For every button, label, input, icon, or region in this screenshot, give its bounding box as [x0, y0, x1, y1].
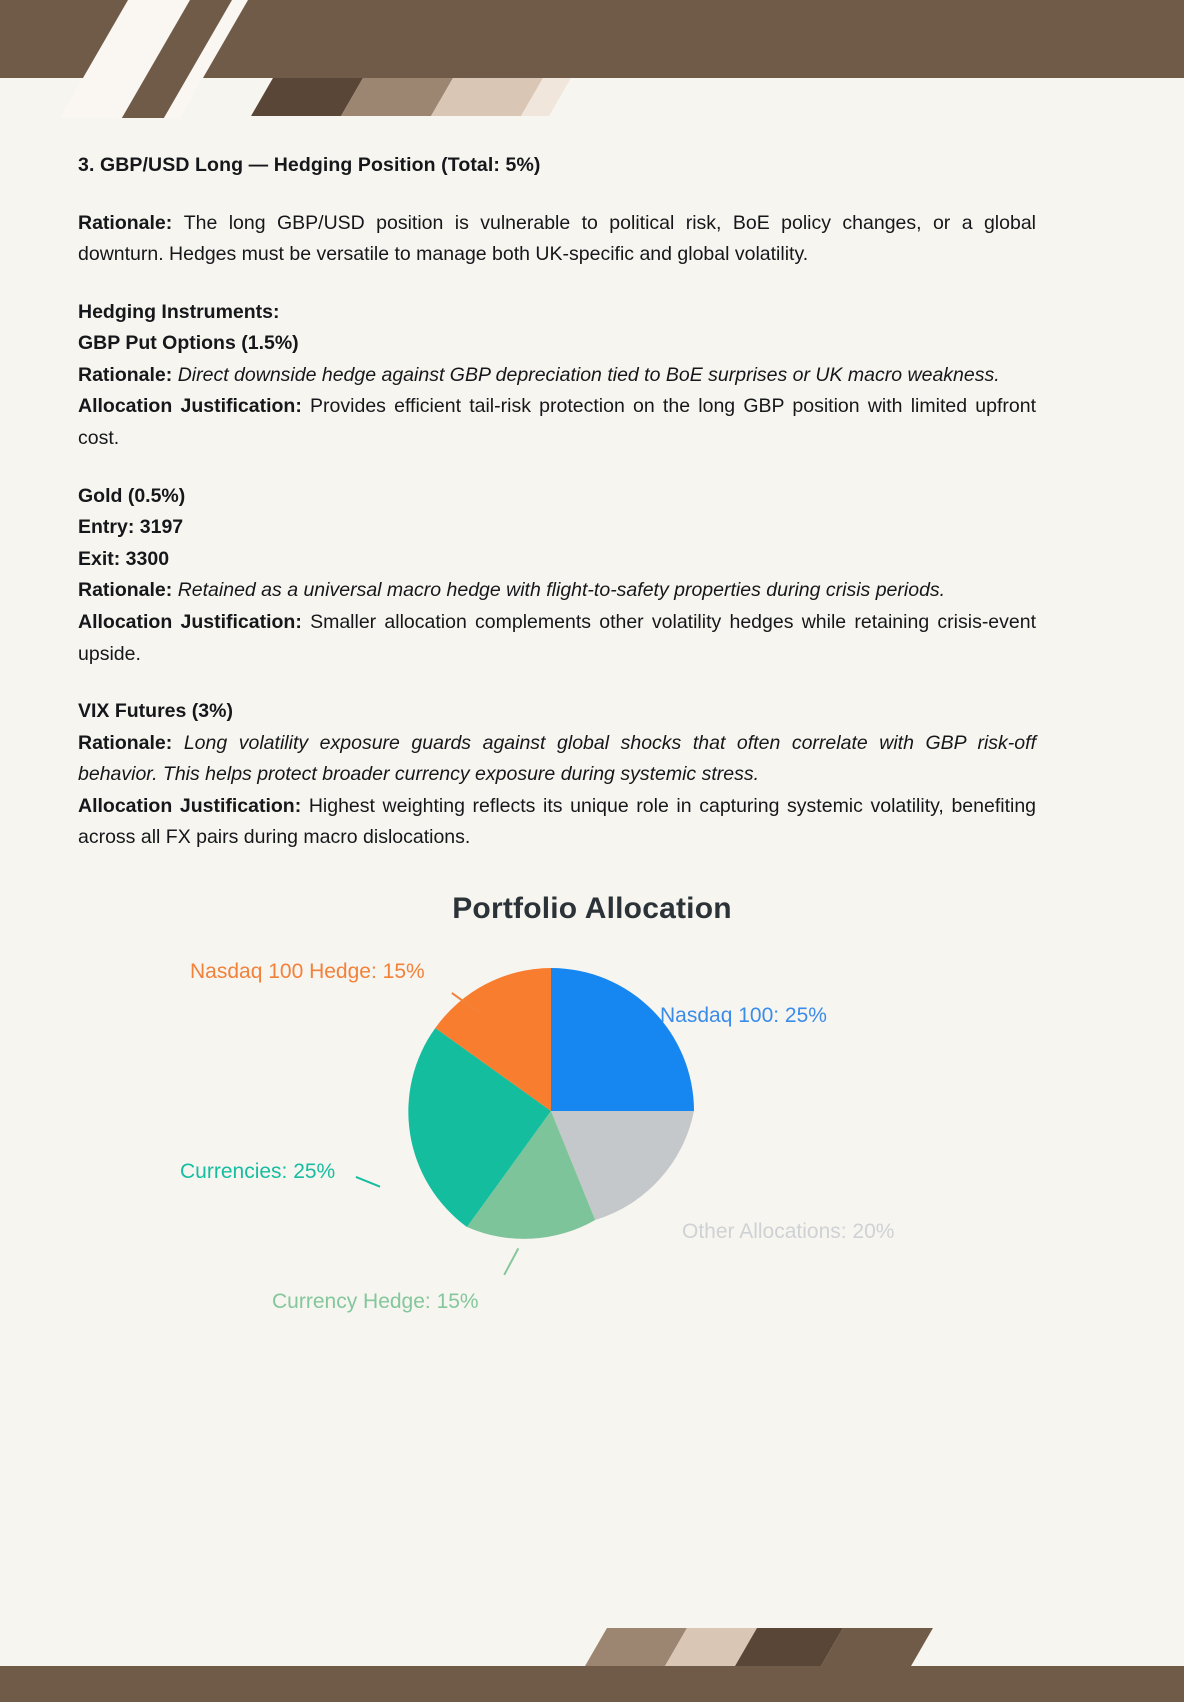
- chart-title: Portfolio Allocation: [452, 891, 732, 925]
- instrument-2-allocation: [78, 607, 1036, 670]
- leader-line-currencies: [356, 1176, 381, 1187]
- instrument-2-exit: Exit: 3300: [78, 547, 170, 570]
- instrument-1-allocation: [78, 391, 1036, 454]
- instrument-3-rationale-text: Long volatility exposure guards against global shocks that often correlate with GBP risk-off behavior. This helps protect broader currency exposure during systemic stress.: [78, 731, 1036, 786]
- intro-paragraph: [78, 208, 1036, 271]
- instrument-3-name: VIX Futures (3%): [78, 700, 233, 723]
- instrument-2-rationale-separator: :: [165, 579, 178, 602]
- instrument-2-entry: Entry: 3197: [78, 516, 184, 539]
- pie-label-nasdaq-100-hedge: Nasdaq 100 Hedge: 15%: [190, 959, 425, 983]
- instruments-heading: Hedging Instruments:: [78, 300, 280, 323]
- intro-rationale-text: The long GBP/USD position is vulnerable to political risk, BoE policy changes, or a global downturn. Hedges must be versatile to manage both UK-specific and global volatility.: [78, 211, 1036, 266]
- page-title: 3. GBP/USD Long — Hedging Position (Total: 5%): [78, 154, 541, 176]
- intro-rationale-label: Rationale: [78, 211, 166, 234]
- spacer-2: [78, 670, 1036, 696]
- pie-label-currencies: Currencies: 25%: [180, 1159, 336, 1183]
- pie-svg: [406, 966, 696, 1256]
- instrument-1-rationale-separator: :: [165, 363, 178, 386]
- instrument-3-rationale-separator: :: [165, 731, 184, 754]
- instrument-2-rationale-label: Rationale: [78, 579, 166, 602]
- instrument-1-rationale-text: Direct downside hedge against GBP depreciation tied to BoE surprises or UK macro weakness.: [177, 363, 1000, 386]
- instrument-2-allocation-text: Smaller allocation complements other volatility hedges while retaining crisis-event upside.: [78, 610, 1037, 665]
- instrument-3-rationale-label: Rationale: [78, 731, 166, 754]
- instrument-3-allocation: [78, 791, 1036, 854]
- intro-rationale-separator: :: [165, 211, 184, 234]
- instrument-2-name: Gold (0.5%): [78, 484, 186, 507]
- instrument-1-allocation-text: Provides efficient tail-risk protection on the long GBP position with limited upfront cost.: [78, 395, 1037, 450]
- instrument-3-allocation-label: Allocation Justification:: [78, 794, 302, 817]
- bottom-decorative-band: [0, 1666, 1184, 1702]
- pie-label-other-allocations: Other Allocations: 20%: [682, 1219, 895, 1243]
- pie-slice-nasdaq-100: [551, 968, 694, 1111]
- instrument-1-rationale-label: Rationale: [78, 363, 166, 386]
- instrument-3-allocation-text: Highest weighting reflects its unique role in capturing systemic volatility, benefiting across all FX pairs during macro dislocations.: [78, 794, 1037, 849]
- instrument-1-name: GBP Put Options (1.5%): [78, 332, 299, 355]
- portfolio-allocation-chart: [0, 892, 1184, 1322]
- pie-label-nasdaq-100: Nasdaq 100: 25%: [660, 1003, 827, 1027]
- pie-chart-graphic: [406, 966, 696, 1256]
- instrument-1-allocation-label: Allocation Justification:: [78, 395, 302, 418]
- instrument-2-rationale-text: Retained as a universal macro hedge with flight-to-safety properties during crisis periods.: [177, 579, 946, 602]
- spacer-1: [78, 455, 1036, 481]
- instrument-3-rationale: [78, 728, 1036, 791]
- instrument-1-rationale: [78, 360, 1036, 392]
- document-body: [78, 150, 1036, 1322]
- pie-label-currency-hedge: Currency Hedge: 15%: [272, 1289, 479, 1313]
- instrument-2-rationale: [78, 575, 1036, 607]
- instrument-2-allocation-label: Allocation Justification:: [78, 610, 302, 633]
